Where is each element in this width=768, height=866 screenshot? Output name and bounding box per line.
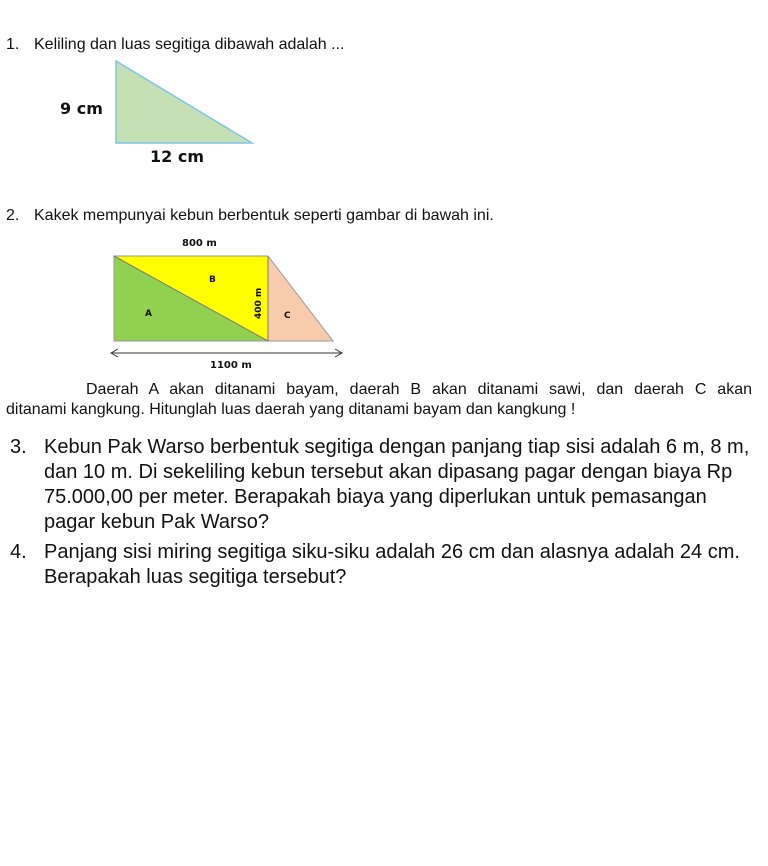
question-2-text: Kakek mempunyai kebun berbentuk seperti gambar di bawah ini. (34, 207, 494, 224)
triangle-base-label: 12 cm (150, 147, 204, 166)
question-1 (6, 35, 344, 55)
question-1-text: Keliling dan luas segitiga dibawah adalah ... (34, 36, 345, 53)
question-2-number: 2. (6, 207, 20, 224)
question-2-paragraph-line-2: ditanami kangkung. Hitunglah luas daerah yang ditanami bayam dan kangkung ! (6, 401, 576, 418)
question-1-number: 1. (6, 36, 20, 53)
question-3 (10, 435, 755, 535)
question-4-text: Panjang sisi miring segitiga siku-siku adalah 26 cm dan alasnya adalah 24 cm. Berapakah luas segitiga tersebut? (44, 541, 740, 588)
question-1-triangle-figure (50, 55, 270, 175)
right-triangle (116, 61, 252, 143)
region-c-label: C (284, 311, 291, 321)
region-b-label: B (209, 275, 216, 285)
question-2-garden-figure (100, 230, 360, 375)
region-a-label: A (145, 309, 152, 319)
top-length-label: 800 m (182, 238, 217, 249)
question-3-number: 3. (10, 436, 27, 458)
question-2-paragraph (6, 380, 752, 420)
question-3-text: Kebun Pak Warso berbentuk segitiga dengan panjang tiap sisi adalah 6 m, 8 m, dan 10 m. Di sekeliling kebun tersebut akan dipasang pagar dengan biaya Rp 75.000,00 per meter. Berapakah biaya yang diperlukan untuk pemasangan pagar kebun Pak Warso? (44, 436, 750, 533)
question-4 (10, 540, 755, 590)
bottom-length-label: 1100 m (210, 360, 252, 371)
height-label: 400 m (254, 287, 264, 319)
question-4-number: 4. (10, 541, 27, 563)
triangle-height-label: 9 cm (60, 99, 103, 118)
question-2-paragraph-line-1: Daerah A akan ditanami bayam, daerah B akan ditanami sawi, dan daerah C akan (86, 381, 752, 398)
question-2 (6, 206, 494, 226)
